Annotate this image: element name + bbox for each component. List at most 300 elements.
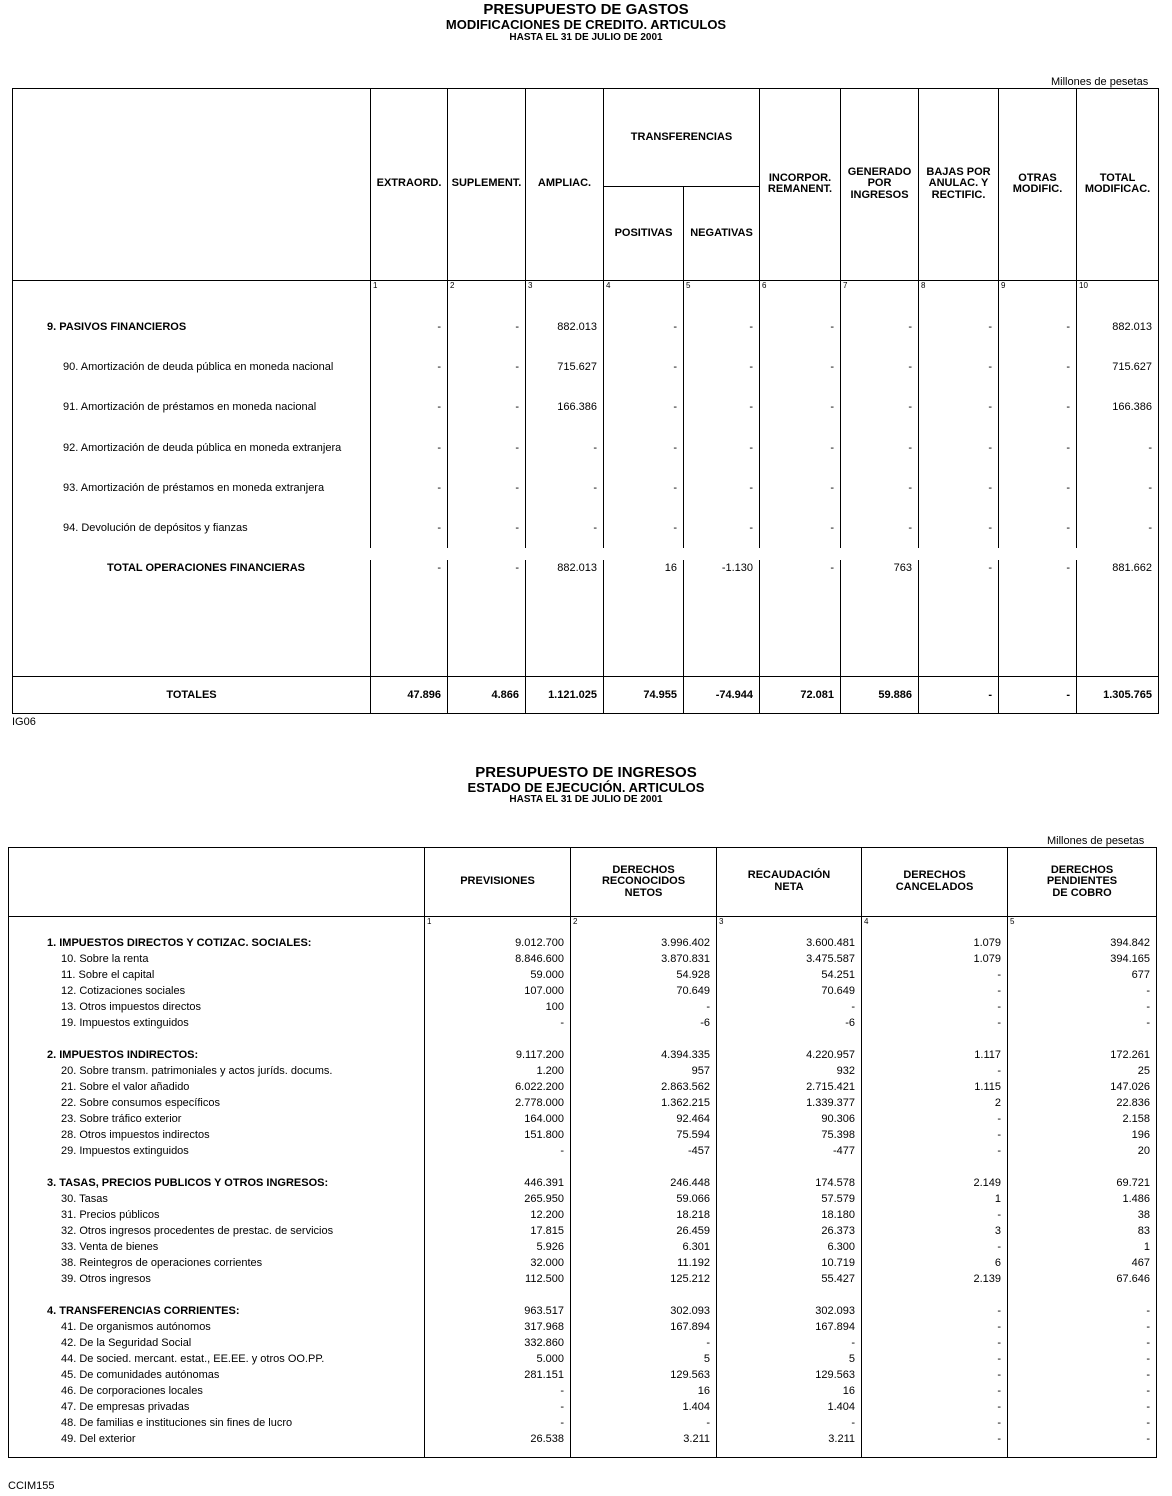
cell-value: - xyxy=(371,347,448,387)
cell-value: 332.860 xyxy=(425,1335,571,1351)
cell-value: 12.200 xyxy=(425,1207,571,1223)
group-label: 2. IMPUESTOS INDIRECTOS: xyxy=(9,1047,425,1063)
row-label: 90. Amortización de deuda pública en moneda nacional xyxy=(13,347,371,387)
cell-value: - xyxy=(684,508,760,548)
cell-value: 167.894 xyxy=(571,1319,717,1335)
table-row xyxy=(9,1335,1157,1351)
ingresos-header-blank xyxy=(9,848,425,917)
cell-value: - xyxy=(604,508,684,548)
ingresos-column-numbers xyxy=(9,917,1157,928)
cell-value: 107.000 xyxy=(425,983,571,999)
table-row xyxy=(9,1255,1157,1271)
row-label: 42. De la Seguridad Social xyxy=(9,1335,425,1351)
cell-value: 38 xyxy=(1008,1207,1157,1223)
row-label: 22. Sobre consumos específicos xyxy=(9,1095,425,1111)
column-number: 10 xyxy=(1077,280,1159,306)
cell-value: 265.950 xyxy=(425,1191,571,1207)
row-label: 46. De corporaciones locales xyxy=(9,1383,425,1399)
cell-value: - xyxy=(448,560,526,576)
cell-value: - xyxy=(999,387,1077,427)
table-row xyxy=(9,1079,1157,1095)
gastos-table xyxy=(12,88,1159,714)
cell-value: 92.464 xyxy=(571,1111,717,1127)
cell-value: - xyxy=(448,306,526,346)
cell-value: 112.500 xyxy=(425,1271,571,1287)
cell-value: - xyxy=(841,306,919,346)
cell-value: 957 xyxy=(571,1063,717,1079)
ingresos-unit: Millones de pesetas xyxy=(1047,835,1145,847)
header-total: TOTAL MODIFICAC. xyxy=(1077,89,1159,281)
cell-value: - xyxy=(862,1303,1008,1319)
table-row xyxy=(13,306,1159,346)
cell-value: 5.000 xyxy=(425,1351,571,1367)
table-row xyxy=(9,1367,1157,1383)
group-row xyxy=(9,935,1157,951)
cell-value: 26.373 xyxy=(717,1223,862,1239)
cell-value: - xyxy=(841,387,919,427)
cell-value: 75.594 xyxy=(571,1127,717,1143)
cell-value: 3.996.402 xyxy=(571,935,717,951)
column-number: 5 xyxy=(1008,917,1157,928)
row-label: 48. De familias e instituciones sin fines de lucro xyxy=(9,1415,425,1431)
cell-value: - xyxy=(448,508,526,548)
row-label: 29. Impuestos extinguidos xyxy=(9,1143,425,1159)
cell-value: 16 xyxy=(571,1383,717,1399)
colnum-blank xyxy=(13,280,371,306)
row-label: 92. Amortización de deuda pública en moneda extranjera xyxy=(13,427,371,467)
cell-value: 1.079 xyxy=(862,951,1008,967)
cell-value: 25 xyxy=(1008,1063,1157,1079)
table-row xyxy=(9,967,1157,983)
row-label: 21. Sobre el valor añadido xyxy=(9,1079,425,1095)
cell-value: - xyxy=(862,1127,1008,1143)
cell-value: 4.394.335 xyxy=(571,1047,717,1063)
group-row xyxy=(9,1175,1157,1191)
cell-value: - xyxy=(919,468,999,508)
cell-value: - xyxy=(841,468,919,508)
ingresos-title: PRESUPUESTO DE INGRESOS xyxy=(475,764,697,781)
cell-value: 125.212 xyxy=(571,1271,717,1287)
cell-value: 6.300 xyxy=(717,1239,862,1255)
cell-value: 3.211 xyxy=(571,1431,717,1447)
row-label: 10. Sobre la renta xyxy=(9,951,425,967)
header-previsiones: PREVISIONES xyxy=(425,848,571,917)
header-bajas: BAJAS POR ANULAC. Y RECTIFIC. xyxy=(919,89,999,281)
cell-value: 72.081 xyxy=(760,677,841,714)
cell-value: 59.886 xyxy=(841,677,919,714)
group-label: 3. TASAS, PRECIOS PUBLICOS Y OTROS INGRESOS: xyxy=(9,1175,425,1191)
row-label: 11. Sobre el capital xyxy=(9,967,425,983)
cell-value: - xyxy=(717,1415,862,1431)
cell-value: - xyxy=(526,468,604,508)
cell-value: - xyxy=(448,347,526,387)
row-label: 49. Del exterior xyxy=(9,1431,425,1447)
column-number: 2 xyxy=(571,917,717,928)
cell-value: 281.151 xyxy=(425,1367,571,1383)
cell-value: - xyxy=(862,1111,1008,1127)
cell-value: - xyxy=(862,1239,1008,1255)
cell-value: 1.362.215 xyxy=(571,1095,717,1111)
gastos-subtitle: MODIFICACIONES DE CREDITO. ARTICULOS xyxy=(445,17,727,32)
cell-value: 882.013 xyxy=(1077,306,1159,346)
cell-value: 26.538 xyxy=(425,1431,571,1447)
cell-value: - xyxy=(371,387,448,427)
gastos-code: IG06 xyxy=(12,716,36,728)
column-number: 4 xyxy=(604,280,684,306)
cell-value: 32.000 xyxy=(425,1255,571,1271)
cell-value: - xyxy=(999,306,1077,346)
cell-value: 83 xyxy=(1008,1223,1157,1239)
gastos-header-blank xyxy=(13,89,371,281)
cell-value: - xyxy=(1008,1383,1157,1399)
ingresos-date: HASTA EL 31 DE JULIO DE 2001 xyxy=(509,794,663,805)
cell-value: - xyxy=(604,347,684,387)
cell-value: 9.012.700 xyxy=(425,935,571,951)
table-row xyxy=(9,1431,1157,1447)
cell-value: 1.486 xyxy=(1008,1191,1157,1207)
cell-value: 4.866 xyxy=(448,677,526,714)
cell-value: 129.563 xyxy=(717,1367,862,1383)
cell-value: 1.404 xyxy=(571,1399,717,1415)
cell-value: - xyxy=(371,508,448,548)
row-label: 23. Sobre tráfico exterior xyxy=(9,1111,425,1127)
cell-value: - xyxy=(919,387,999,427)
column-number: 1 xyxy=(371,280,448,306)
cell-value: 1 xyxy=(862,1191,1008,1207)
cell-value: 1 xyxy=(1008,1239,1157,1255)
cell-value: 5 xyxy=(571,1351,717,1367)
cell-value: 10.719 xyxy=(717,1255,862,1271)
cell-value: - xyxy=(684,347,760,387)
cell-value: - xyxy=(1008,1399,1157,1415)
cell-value: 54.928 xyxy=(571,967,717,983)
cell-value: 882.013 xyxy=(526,560,604,576)
row-label: 19. Impuestos extinguidos xyxy=(9,1015,425,1031)
table-row xyxy=(9,1063,1157,1079)
table-row xyxy=(9,1351,1157,1367)
cell-value: 147.026 xyxy=(1008,1079,1157,1095)
cell-value: 74.955 xyxy=(604,677,684,714)
cell-value: 1.121.025 xyxy=(526,677,604,714)
table-row xyxy=(9,999,1157,1015)
cell-value: 172.261 xyxy=(1008,1047,1157,1063)
gastos-title: PRESUPUESTO DE GASTOS xyxy=(483,1,689,18)
cell-value: - xyxy=(919,347,999,387)
cell-value: 1.404 xyxy=(717,1399,862,1415)
cell-value: 1.117 xyxy=(862,1047,1008,1063)
cell-value: 164.000 xyxy=(425,1111,571,1127)
cell-value: - xyxy=(1008,1335,1157,1351)
row-label: 44. De socied. mercant. estat., EE.EE. y otros OO.PP. xyxy=(9,1351,425,1367)
column-number: 2 xyxy=(448,280,526,306)
cell-value: - xyxy=(999,677,1077,714)
cell-value: 67.646 xyxy=(1008,1271,1157,1287)
header-recaudacion: RECAUDACIÓN NETA xyxy=(717,848,862,917)
total-label: TOTAL OPERACIONES FINANCIERAS xyxy=(13,560,371,576)
cell-value: - xyxy=(919,508,999,548)
cell-value: - xyxy=(862,1431,1008,1447)
cell-value: 6.022.200 xyxy=(425,1079,571,1095)
gastos-column-numbers xyxy=(13,280,1159,306)
total-operaciones-financieras-row xyxy=(13,560,1159,576)
cell-value: - xyxy=(371,560,448,576)
gastos-date: HASTA EL 31 DE JULIO DE 2001 xyxy=(509,32,663,43)
column-number: 6 xyxy=(760,280,841,306)
cell-value: 20 xyxy=(1008,1143,1157,1159)
cell-value: 70.649 xyxy=(717,983,862,999)
cell-value: - xyxy=(571,999,717,1015)
cell-value: 167.894 xyxy=(717,1319,862,1335)
row-label: 9. PASIVOS FINANCIEROS xyxy=(13,306,371,346)
cell-value: - xyxy=(1008,1431,1157,1447)
cell-value: -457 xyxy=(571,1143,717,1159)
cell-value: - xyxy=(760,347,841,387)
cell-value: - xyxy=(760,387,841,427)
cell-value: -6 xyxy=(571,1015,717,1031)
table-row xyxy=(9,1207,1157,1223)
cell-value: - xyxy=(1077,508,1159,548)
gastos-unit: Millones de pesetas xyxy=(1051,76,1149,88)
header-suplement: SUPLEMENT. xyxy=(448,89,526,281)
column-number: 1 xyxy=(425,917,571,928)
cell-value: 9.117.200 xyxy=(425,1047,571,1063)
cell-value: - xyxy=(862,1015,1008,1031)
cell-value: - xyxy=(862,1367,1008,1383)
cell-value: 75.398 xyxy=(717,1127,862,1143)
cell-value: -6 xyxy=(717,1015,862,1031)
cell-value: - xyxy=(425,1383,571,1399)
column-number: 7 xyxy=(841,280,919,306)
cell-value: 1.339.377 xyxy=(717,1095,862,1111)
table-row xyxy=(9,1383,1157,1399)
group-label: 4. TRANSFERENCIAS CORRIENTES: xyxy=(9,1303,425,1319)
cell-value: -1.130 xyxy=(684,560,760,576)
cell-value: - xyxy=(862,1319,1008,1335)
cell-value: 2.863.562 xyxy=(571,1079,717,1095)
table-row xyxy=(9,951,1157,967)
cell-value: - xyxy=(919,306,999,346)
cell-value: - xyxy=(760,427,841,467)
cell-value: - xyxy=(1008,1303,1157,1319)
cell-value: - xyxy=(425,1015,571,1031)
cell-value: - xyxy=(760,306,841,346)
header-ampliac: AMPLIAC. xyxy=(526,89,604,281)
cell-value: 6.301 xyxy=(571,1239,717,1255)
cell-value: - xyxy=(862,1399,1008,1415)
header-generado: GENERADO POR INGRESOS xyxy=(841,89,919,281)
cell-value: - xyxy=(371,468,448,508)
cell-value: - xyxy=(684,387,760,427)
cell-value: - xyxy=(919,560,999,576)
cell-value: - xyxy=(1008,983,1157,999)
cell-value: 763 xyxy=(841,560,919,576)
cell-value: 129.563 xyxy=(571,1367,717,1383)
table-row xyxy=(9,1191,1157,1207)
cell-value: 174.578 xyxy=(717,1175,862,1191)
header-transferencias: TRANSFERENCIAS xyxy=(604,89,760,187)
cell-value: 166.386 xyxy=(526,387,604,427)
cell-value: - xyxy=(1008,999,1157,1015)
table-row xyxy=(9,1223,1157,1239)
table-row xyxy=(13,427,1159,467)
cell-value: 394.842 xyxy=(1008,935,1157,951)
cell-value: 11.192 xyxy=(571,1255,717,1271)
cell-value: 3 xyxy=(862,1223,1008,1239)
cell-value: 394.165 xyxy=(1008,951,1157,967)
cell-value: 22.836 xyxy=(1008,1095,1157,1111)
cell-value: 677 xyxy=(1008,967,1157,983)
row-label: 94. Devolución de depósitos y fianzas xyxy=(13,508,371,548)
group-label: 1. IMPUESTOS DIRECTOS Y COTIZAC. SOCIALES: xyxy=(9,935,425,951)
cell-value: 16 xyxy=(604,560,684,576)
colnum-blank xyxy=(9,917,425,928)
cell-value: 317.968 xyxy=(425,1319,571,1335)
cell-value: 54.251 xyxy=(717,967,862,983)
cell-value: 196 xyxy=(1008,1127,1157,1143)
totales-label: TOTALES xyxy=(13,677,371,714)
cell-value: 18.218 xyxy=(571,1207,717,1223)
cell-value: 5 xyxy=(717,1351,862,1367)
row-label: 38. Reintegros de operaciones corrientes xyxy=(9,1255,425,1271)
cell-value: 59.066 xyxy=(571,1191,717,1207)
cell-value: - xyxy=(371,306,448,346)
cell-value: 2.139 xyxy=(862,1271,1008,1287)
row-label: 28. Otros impuestos indirectos xyxy=(9,1127,425,1143)
row-label: 31. Precios públicos xyxy=(9,1207,425,1223)
table-row xyxy=(13,468,1159,508)
cell-value: - xyxy=(425,1415,571,1431)
table-row xyxy=(9,983,1157,999)
header-negativas: NEGATIVAS xyxy=(684,187,760,280)
cell-value: 3.211 xyxy=(717,1431,862,1447)
cell-value: - xyxy=(999,347,1077,387)
cell-value: - xyxy=(841,508,919,548)
cell-value: 302.093 xyxy=(571,1303,717,1319)
cell-value: 1.115 xyxy=(862,1079,1008,1095)
cell-value: - xyxy=(684,468,760,508)
cell-value: 47.896 xyxy=(371,677,448,714)
table-row xyxy=(9,1239,1157,1255)
cell-value: - xyxy=(1008,1015,1157,1031)
table-row xyxy=(9,1143,1157,1159)
cell-value: 881.662 xyxy=(1077,560,1159,576)
cell-value: - xyxy=(841,347,919,387)
cell-value: 2.778.000 xyxy=(425,1095,571,1111)
column-number: 5 xyxy=(684,280,760,306)
cell-value: - xyxy=(526,427,604,467)
cell-value: 1.305.765 xyxy=(1077,677,1159,714)
cell-value: - xyxy=(919,677,999,714)
group-row xyxy=(9,1303,1157,1319)
cell-value: 467 xyxy=(1008,1255,1157,1271)
row-label: 20. Sobre transm. patrimoniales y actos juríds. docums. xyxy=(9,1063,425,1079)
table-row xyxy=(9,1271,1157,1287)
cell-value: - xyxy=(862,1207,1008,1223)
cell-value: 5.926 xyxy=(425,1239,571,1255)
cell-value: - xyxy=(604,468,684,508)
row-label: 30. Tasas xyxy=(9,1191,425,1207)
group-row xyxy=(9,1047,1157,1063)
cell-value: - xyxy=(448,387,526,427)
header-pendientes: DERECHOS PENDIENTES DE COBRO xyxy=(1008,848,1157,917)
header-otras: OTRAS MODIFIC. xyxy=(999,89,1077,281)
header-extraord: EXTRAORD. xyxy=(371,89,448,281)
cell-value: -477 xyxy=(717,1143,862,1159)
cell-value: - xyxy=(371,427,448,467)
cell-value: 2.158 xyxy=(1008,1111,1157,1127)
totales-row xyxy=(13,677,1159,714)
ingresos-subtitle: ESTADO DE EJECUCIÓN. ARTICULOS xyxy=(467,780,705,795)
cell-value: - xyxy=(1008,1367,1157,1383)
row-label: 47. De empresas privadas xyxy=(9,1399,425,1415)
row-label: 91. Amortización de préstamos en moneda nacional xyxy=(13,387,371,427)
cell-value: 715.627 xyxy=(526,347,604,387)
cell-value: 3.600.481 xyxy=(717,935,862,951)
cell-value: - xyxy=(999,508,1077,548)
cell-value: - xyxy=(862,1383,1008,1399)
cell-value: 57.579 xyxy=(717,1191,862,1207)
cell-value: - xyxy=(841,427,919,467)
cell-value: 2 xyxy=(862,1095,1008,1111)
cell-value: - xyxy=(571,1415,717,1431)
column-number: 9 xyxy=(999,280,1077,306)
cell-value: - xyxy=(760,468,841,508)
column-number: 3 xyxy=(717,917,862,928)
header-positivas: POSITIVAS xyxy=(604,187,684,280)
cell-value: 3.475.587 xyxy=(717,951,862,967)
cell-value: - xyxy=(760,560,841,576)
cell-value: - xyxy=(1008,1351,1157,1367)
table-row xyxy=(9,1127,1157,1143)
ingresos-code: CCIM155 xyxy=(8,1480,55,1492)
cell-value: - xyxy=(862,983,1008,999)
cell-value: 246.448 xyxy=(571,1175,717,1191)
cell-value: 69.721 xyxy=(1008,1175,1157,1191)
cell-value: - xyxy=(1077,427,1159,467)
row-label: 12. Cotizaciones sociales xyxy=(9,983,425,999)
cell-value: 2.149 xyxy=(862,1175,1008,1191)
cell-value: 166.386 xyxy=(1077,387,1159,427)
cell-value: - xyxy=(1008,1415,1157,1431)
table-row xyxy=(9,1415,1157,1431)
cell-value: -74.944 xyxy=(684,677,760,714)
row-label: 33. Venta de bienes xyxy=(9,1239,425,1255)
cell-value: - xyxy=(684,306,760,346)
cell-value: - xyxy=(919,427,999,467)
cell-value: 1.200 xyxy=(425,1063,571,1079)
table-row xyxy=(13,508,1159,548)
cell-value: 55.427 xyxy=(717,1271,862,1287)
cell-value: - xyxy=(1008,1319,1157,1335)
cell-value: 4.220.957 xyxy=(717,1047,862,1063)
column-number: 4 xyxy=(862,917,1008,928)
row-label: 41. De organismos autónomos xyxy=(9,1319,425,1335)
table-row xyxy=(13,387,1159,427)
cell-value: 8.846.600 xyxy=(425,951,571,967)
cell-value: 90.306 xyxy=(717,1111,862,1127)
header-reconocidos: DERECHOS RECONOCIDOS NETOS xyxy=(571,848,717,917)
cell-value: - xyxy=(604,306,684,346)
cell-value: 100 xyxy=(425,999,571,1015)
header-cancelados: DERECHOS CANCELADOS xyxy=(862,848,1008,917)
cell-value: - xyxy=(425,1399,571,1415)
cell-value: - xyxy=(448,427,526,467)
row-label: 93. Amortización de préstamos en moneda extranjera xyxy=(13,468,371,508)
cell-value: - xyxy=(862,1063,1008,1079)
cell-value: 70.649 xyxy=(571,983,717,999)
cell-value: 6 xyxy=(862,1255,1008,1271)
table-row xyxy=(9,1015,1157,1031)
